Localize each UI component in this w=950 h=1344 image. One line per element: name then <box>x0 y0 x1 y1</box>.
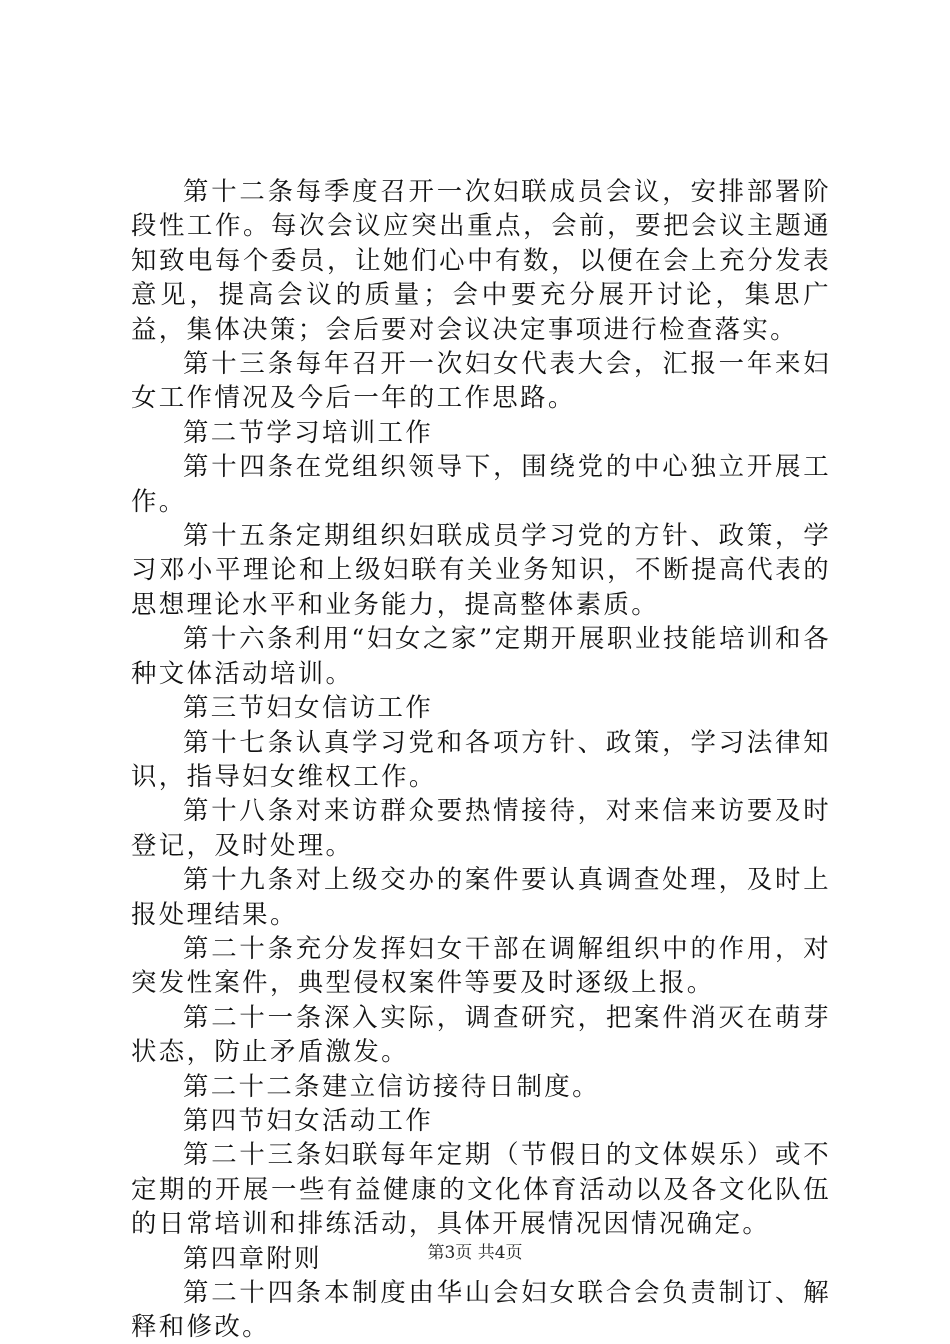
article-19: 第十九条对上级交办的案件要认真调查处理，及时上报处理结果。 <box>131 864 831 929</box>
article-20: 第二十条充分发挥妇女干部在调解组织中的作用，对突发性案件，典型侵权案件等要及时逐级上报。 <box>131 932 831 998</box>
article-15: 第十五条定期组织妇联成员学习党的方针、政策，学习邓小平理论和上级妇联有关业务知识，不断提高代表的思想理论水平和业务能力，提高整体素质。 <box>131 520 831 619</box>
chapter-heading-appendix: 第四章附则 <box>183 1242 322 1273</box>
article-13: 第十三条每年召开一次妇女代表大会，汇报一年来妇女工作情况及今后一年的工作思路。 <box>131 348 831 413</box>
section-heading-activities: 第四节妇女活动工作 <box>183 1104 434 1135</box>
page-number: 第3页 共4页 <box>427 1243 523 1263</box>
article-16: 第十六条利用“妇女之家”定期开展职业技能培训和各种文体活动培训。 <box>131 623 831 688</box>
article-18: 第十八条对来访群众要热情接待，对来信来访要及时登记，及时处理。 <box>131 795 831 860</box>
article-14: 第十四条在党组织领导下，围绕党的中心独立开展工作。 <box>131 451 831 516</box>
article-17: 第十七条认真学习党和各项方针、政策，学习法律知识，指导妇女维权工作。 <box>131 726 831 791</box>
article-22: 第二十二条建立信访接待日制度。 <box>183 1070 600 1101</box>
section-heading-study-training: 第二节学习培训工作 <box>183 416 434 447</box>
section-heading-petition: 第三节妇女信访工作 <box>183 692 434 723</box>
article-21: 第二十一条深入实际，调查研究，把案件消灭在萌芽状态，防止矛盾激发。 <box>131 1001 831 1067</box>
article-23: 第二十三条妇联每年定期（节假日的文体娱乐）或不定期的开展一些有益健康的文化体育活动以及各文化队伍的日常培训和排练活动，具体开展情况因情况确定。 <box>131 1139 831 1239</box>
article-12: 第十二条每季度召开一次妇联成员会议，安排部署阶段性工作。每次会议应突出重点，会前，要把会议主题通知致电每个委员，让她们心中有数，以便在会上充分发表意见，提高会议的质量；会中要充分展开讨论，集思广益，集体决策；会后要对会议决定事项进行检查落实。 <box>131 176 831 344</box>
article-24: 第二十四条本制度由华山会妇女联合会负责制订、解释和修改。 <box>131 1277 831 1342</box>
document-body <box>131 174 831 1344</box>
